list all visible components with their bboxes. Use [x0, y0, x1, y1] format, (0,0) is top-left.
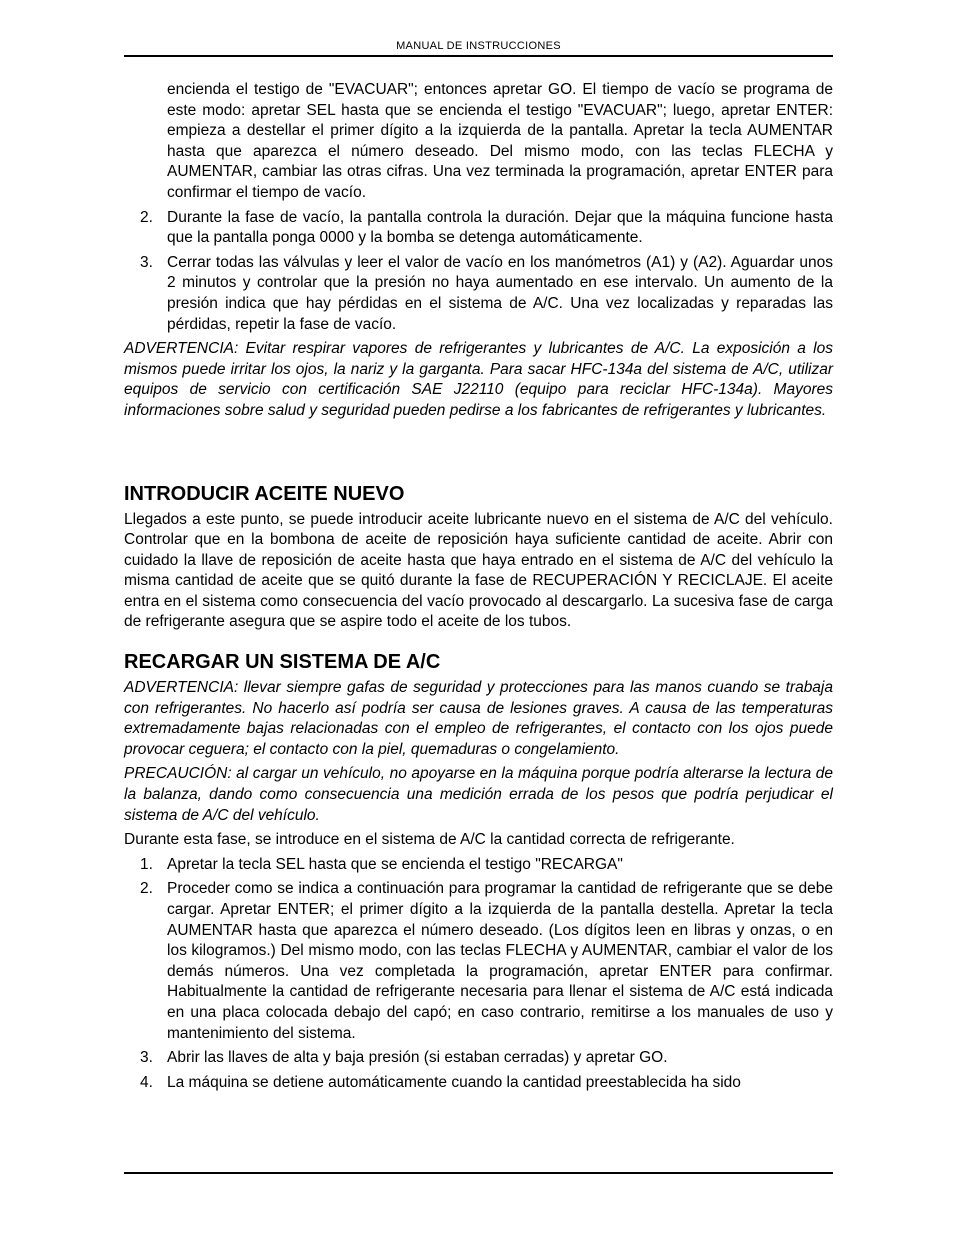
evacuation-steps	[124, 208, 833, 336]
warning-refrigerant-vapors: ADVERTENCIA: Evitar respirar vapores de refrigerantes y lubricantes de A/C. La exposición a los mismos puede irritar los ojos, la nariz y la garganta. Para sacar HFC-134a del sistema de A/C, utilizar equipos de servicio con certificación SAE J22110 (equipo para reciclar HFC-134a). Mayores informaciones sobre salud y seguridad pueden pedirse a los fabricantes de refrigerantes y lubricantes.	[124, 340, 833, 419]
section-title-oil: INTRODUCIR ACEITE NUEVO	[124, 482, 405, 505]
list-item	[124, 1048, 833, 1069]
footer-divider	[124, 1172, 833, 1174]
caution-scale: PRECAUCIÓN: al cargar un vehículo, no apoyarse en la máquina porque podría alterarse la lectura de la balanza, dando como consecuencia una medición errada de los pesos que podría perjudicar el sistema de A/C del vehículo.	[124, 765, 833, 824]
page-header: MANUAL DE INSTRUCCIONES	[124, 40, 833, 57]
manual-page	[124, 0, 833, 1097]
step-text: Cerrar todas las válvulas y leer el valor de vacío en los manómetros (A1) y (A2). Aguardar unos 2 minutos y controlar que la presión no haya aumentado en ese intervalo. Un aumento de la presión indica que hay pérdidas en el sistema de A/C. Una vez localizadas y reparadas las pérdidas, repetir la fase de vacío.	[167, 253, 833, 333]
step-text: Apretar la tecla SEL hasta que se encienda el testigo "RECARGA"	[167, 855, 623, 873]
list-item	[124, 208, 833, 249]
list-item	[124, 253, 833, 335]
list-item	[124, 1073, 833, 1094]
recharge-steps	[124, 855, 833, 1094]
section-title-recharge: RECARGAR UN SISTEMA DE A/C	[124, 651, 441, 674]
step-text: Abrir las llaves de alta y baja presión (si estaban cerradas) y apretar GO.	[167, 1049, 668, 1067]
step-number: 4.	[140, 1073, 153, 1091]
step-number: 3.	[140, 253, 153, 271]
continued-step-text: encienda el testigo de "EVACUAR"; entonces apretar GO. El tiempo de vacío se programa de este modo: apretar SEL hasta que se encienda el testigo "EVACUAR"; luego, apretar ENTER: empieza a destellar el primer dígito a la izquierda de la pantalla. Apretar la tecla AUMENTAR hasta que aparezca el número deseado. Del mismo modo, con las teclas FLECHA y AUMENTAR, cambiar las otras cifras. Una vez terminada la programación, apretar ENTER para confirmar el tiempo de vacío.	[167, 81, 833, 201]
step-number: 2.	[140, 880, 153, 898]
step-number: 1.	[140, 855, 153, 873]
warning-safety-gear: ADVERTENCIA: llevar siempre gafas de seguridad y protecciones para las manos cuando se trabaja con refrigerantes. No hacerlo así podría ser causa de lesiones graves. A causa de las temperaturas extremadamente bajas relacionadas con el empleo de refrigerantes, el contacto con los ojos puede provocar ceguera; el contacto con la piel, quemaduras o congelamiento.	[124, 679, 833, 758]
step-text: Durante la fase de vacío, la pantalla controla la duración. Dejar que la máquina funcione hasta que la pantalla ponga 0000 y la bomba se detenga automáticamente.	[167, 208, 833, 247]
step-number: 2.	[140, 208, 153, 226]
step-text: La máquina se detiene automáticamente cuando la cantidad preestablecida ha sido	[167, 1073, 741, 1091]
list-item	[124, 855, 833, 876]
oil-paragraph: Llegados a este punto, se puede introducir aceite lubricante nuevo en el sistema de A/C del vehículo. Controlar que en la bombona de aceite de reposición haya suficiente cantidad de aceite. Abrir con cuidado la llave de reposición de aceite hasta que haya entrado en el sistema de A/C del vehículo la misma cantidad de aceite que se quitó durante la fase de RECUPERACIÓN Y RECICLAJE. El aceite entra en el sistema como consecuencia del vacío provocado al descargarlo. La sucesiva fase de carga de refrigerante asegura que se aspire todo el aceite de los tubos.	[124, 510, 833, 631]
recharge-intro: Durante esta fase, se introduce en el sistema de A/C la cantidad correcta de refrigerante.	[124, 831, 735, 849]
list-item	[124, 879, 833, 1044]
step-number: 3.	[140, 1049, 153, 1067]
step-text: Proceder como se indica a continuación para programar la cantidad de refrigerante que se debe cargar. Apretar ENTER; el primer dígito a la izquierda de la pantalla destella. Apretar la tecla AUMENTAR hasta que aparezca el número deseado. (Los dígitos leen en libras y onzas, o en los kilogramos.) Del mismo modo, con las teclas FLECHA y AUMENTAR, cambiar el valor de los demás números. Una vez completada la programación, apretar ENTER para confirmar. Habitualmente la cantidad de refrigerante necesaria para llenar el sistema de A/C está indicada en una placa colocada debajo del capó; en caso contrario, remitirse a los manuales de uso y mantenimiento del sistema.	[167, 880, 833, 1042]
